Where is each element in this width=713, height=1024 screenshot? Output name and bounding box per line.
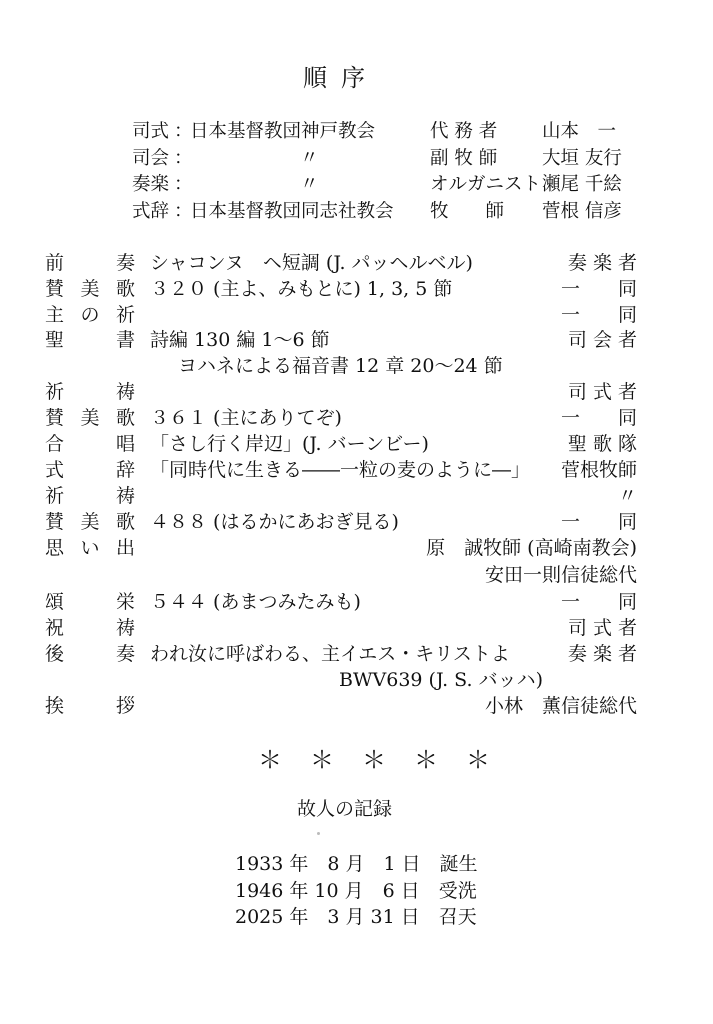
officiant-church: 〃 <box>300 174 319 195</box>
program-row <box>0 461 713 483</box>
program-label: 挨 拶 <box>45 695 135 717</box>
program-row <box>0 671 713 693</box>
record-line: 2025 年 3 月 31 日 召天 <box>235 906 477 928</box>
officiant-position: 牧 師 <box>430 201 505 222</box>
officiant-row <box>0 150 713 172</box>
officiant-row <box>0 123 713 145</box>
colon: ： <box>174 201 193 222</box>
officiant-role: 式辞 <box>132 201 170 222</box>
program-content: ヨハネによる福音書 12 章 20〜24 節 <box>178 355 503 377</box>
officiant-name: 大垣 友行 <box>542 148 622 169</box>
program-row <box>0 435 713 457</box>
program-label: 祈 祷 <box>45 381 135 403</box>
program-content: われ汝に呼ばわる、主イエス・キリストよ <box>150 643 510 665</box>
program-right: 一 同 <box>560 511 637 533</box>
program-row <box>0 697 713 719</box>
program-row <box>0 331 713 353</box>
officiant-church: 日本基督教団同志社教会 <box>190 201 394 222</box>
program-row <box>0 409 713 431</box>
program-right: 聖 歌 隊 <box>567 433 637 455</box>
program-right: 奏 楽 者 <box>567 643 637 665</box>
program-label: 後 奏 <box>45 643 135 665</box>
colon: ： <box>174 148 193 169</box>
program-label: 賛 美 歌 <box>45 278 135 300</box>
program-row <box>0 357 713 379</box>
officiant-row <box>0 203 713 225</box>
officiant-role: 奏楽 <box>132 174 170 195</box>
officiant-name: 菅根 信彦 <box>542 201 622 222</box>
program-right: 菅根牧師 <box>560 459 637 481</box>
program-row <box>0 254 713 276</box>
program-row <box>0 280 713 302</box>
program-content: ３２０ (主よ、みもとに) 1, 3, 5 節 <box>150 278 453 300</box>
program-label: 思 い 出 <box>45 537 135 559</box>
program-right: 一 同 <box>560 407 637 429</box>
program-right: 司 会 者 <box>567 329 637 351</box>
program-label: 賛 美 歌 <box>45 511 135 533</box>
program-row <box>0 306 713 328</box>
officiant-role: 司式 <box>132 121 170 142</box>
program-label: 前 奏 <box>45 252 135 274</box>
program-label: 頌 栄 <box>45 591 135 613</box>
program-content: シャコンヌ ヘ短調 (J. パッヘルベル) <box>150 252 473 274</box>
colon: ： <box>174 174 193 195</box>
program-right: 安田一則信徒総代 <box>484 564 637 586</box>
officiant-name: 瀬尾 千絵 <box>542 174 622 195</box>
program-row <box>0 513 713 535</box>
program-right: 奏 楽 者 <box>567 252 637 274</box>
program-row <box>0 619 713 641</box>
colon: ： <box>174 121 193 142</box>
program-row <box>0 539 713 561</box>
divider-dot <box>317 832 320 835</box>
officiant-row <box>0 176 713 198</box>
program-content: 「同時代に生きる――一粒の麦のように―」 <box>150 459 531 481</box>
program-label: 祝 祷 <box>45 617 135 639</box>
program-label: 賛 美 歌 <box>45 407 135 429</box>
program-content: ４８８ (はるかにあおぎ見る) <box>150 511 399 533</box>
program-right: 司 式 者 <box>567 617 637 639</box>
program-row <box>0 487 713 509</box>
program-content: ５４４ (あまつみたみも) <box>150 591 361 613</box>
record-title: 故人の記録 <box>297 798 393 820</box>
program-right: 一 同 <box>560 591 637 613</box>
officiant-position: 代 務 者 <box>430 121 498 142</box>
program-right: 一 同 <box>560 304 637 326</box>
program-right: 一 同 <box>560 278 637 300</box>
officiant-name: 山本 一 <box>542 121 617 142</box>
program-label: 主 の 祈 <box>45 304 135 326</box>
program-row <box>0 593 713 615</box>
page-title: 順序 <box>303 64 379 92</box>
program-content: 詩編 130 編 1〜6 節 <box>150 329 330 351</box>
record-line: 1933 年 8 月 1 日 誕生 <box>235 853 478 875</box>
program-right: 原 誠牧師 (高崎南教会) <box>426 537 637 559</box>
separator-stars: ＊＊＊＊＊ <box>258 746 518 774</box>
program-label: 合 唱 <box>45 433 135 455</box>
officiant-position: 副 牧 師 <box>430 148 498 169</box>
program-row <box>0 383 713 405</box>
program-right: 小林 薫信徒総代 <box>484 695 637 717</box>
program-right: 〃 <box>617 485 637 507</box>
program-label: 聖 書 <box>45 329 135 351</box>
program-content: ３６１ (主にありてぞ) <box>150 407 342 429</box>
program-right: BWV639 (J. S. バッハ) <box>339 669 543 691</box>
officiant-church: 日本基督教団神戸教会 <box>190 121 376 142</box>
officiant-role: 司会 <box>132 148 170 169</box>
program-row <box>0 566 713 588</box>
program-label: 祈 祷 <box>45 485 135 507</box>
program-label: 式 辞 <box>45 459 135 481</box>
program-right: 司 式 者 <box>567 381 637 403</box>
program-row <box>0 645 713 667</box>
officiant-church: 〃 <box>300 148 319 169</box>
record-line: 1946 年 10 月 6 日 受洗 <box>235 880 477 902</box>
officiant-position: オルガニスト <box>430 174 542 195</box>
program-content: 「さし行く岸辺」(J. バーンビー) <box>150 433 429 455</box>
